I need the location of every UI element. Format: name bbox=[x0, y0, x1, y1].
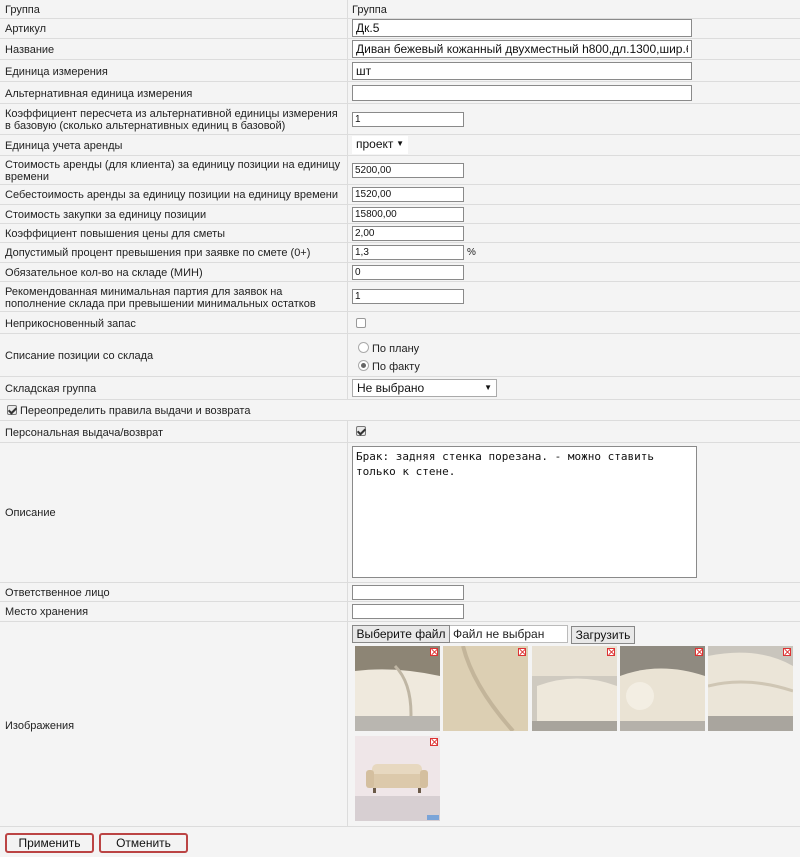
description-textarea[interactable] bbox=[352, 446, 697, 578]
file-picker bbox=[352, 625, 568, 643]
rent-unit-select[interactable] bbox=[352, 136, 408, 154]
conversion-label: Коэффициент пересчета из альтернативной единицы измерения в базовую (сколько альтернативных единиц в базовой) bbox=[5, 108, 338, 132]
footer bbox=[0, 827, 800, 857]
image-thumbnail[interactable] bbox=[708, 646, 793, 731]
no-file-label: Файл не выбран bbox=[453, 627, 545, 641]
row-rent-cost bbox=[0, 185, 800, 205]
sofa-photo bbox=[532, 646, 617, 731]
chevron-down-icon: ▼ bbox=[484, 383, 492, 392]
alt-unit-input[interactable] bbox=[352, 85, 692, 101]
row-alt-unit bbox=[0, 82, 800, 104]
delete-image-icon[interactable] bbox=[607, 648, 615, 656]
row-name bbox=[0, 39, 800, 60]
min-stock-label: Обязательное кол-во на складе (МИН) bbox=[5, 267, 203, 279]
personal-issue-checkbox[interactable] bbox=[356, 426, 366, 436]
image-thumbnail[interactable] bbox=[355, 736, 440, 821]
responsible-label: Ответственное лицо bbox=[5, 587, 110, 599]
row-responsible bbox=[0, 583, 800, 602]
personal-issue-label: Персональная выдача/возврат bbox=[5, 427, 164, 439]
alt-unit-label: Альтернативная единица измерения bbox=[5, 88, 193, 100]
min-stock-input[interactable] bbox=[352, 265, 464, 280]
article-input[interactable] bbox=[352, 19, 692, 37]
row-writeoff bbox=[0, 334, 800, 377]
name-input[interactable] bbox=[352, 40, 692, 58]
name-label: Название bbox=[5, 44, 55, 56]
delete-image-icon[interactable] bbox=[695, 648, 703, 656]
overrun-unit: % bbox=[467, 247, 476, 258]
reserve-checkbox[interactable] bbox=[356, 318, 366, 328]
images-label: Изображения bbox=[5, 720, 75, 732]
rent-cost-label: Себестоимость аренды за единицу позиции на единицу времени bbox=[5, 189, 338, 201]
row-rent-price bbox=[0, 156, 800, 185]
sofa-photo bbox=[443, 646, 528, 731]
row-overrun bbox=[0, 243, 800, 263]
storage-label: Место хранения bbox=[5, 606, 89, 618]
row-description bbox=[0, 443, 800, 583]
purchase-price-input[interactable] bbox=[352, 207, 464, 222]
sofa-photo bbox=[355, 736, 440, 821]
overrun-label: Допустимый процент превышения при заявке по смете (0+) bbox=[5, 247, 311, 259]
image-thumbnail[interactable] bbox=[532, 646, 617, 731]
unit-input[interactable] bbox=[352, 62, 692, 80]
rent-unit-value: проект bbox=[356, 137, 394, 151]
min-batch-input[interactable] bbox=[352, 289, 464, 304]
cancel-button[interactable]: Отменить bbox=[99, 833, 188, 853]
stock-group-label: Складская группа bbox=[5, 383, 97, 395]
row-reserve bbox=[0, 312, 800, 334]
markup-input[interactable] bbox=[352, 226, 464, 241]
delete-image-icon[interactable] bbox=[430, 738, 438, 746]
override-rules-checkbox[interactable] bbox=[7, 405, 17, 415]
row-personal-issue bbox=[0, 421, 800, 443]
rent-price-input[interactable] bbox=[352, 163, 464, 178]
row-unit bbox=[0, 60, 800, 82]
image-thumbnail[interactable] bbox=[620, 646, 705, 731]
sofa-photo bbox=[620, 646, 705, 731]
delete-image-icon[interactable] bbox=[430, 648, 438, 656]
writeoff-fact-label: По факту bbox=[372, 361, 420, 373]
conversion-input[interactable] bbox=[352, 112, 464, 127]
overrun-input[interactable] bbox=[352, 245, 464, 260]
rent-cost-input[interactable] bbox=[352, 187, 464, 202]
row-override-rules bbox=[0, 400, 800, 421]
sofa-photo bbox=[708, 646, 793, 731]
header-value: Группа bbox=[352, 4, 387, 16]
markup-label: Коэффициент повышения цены для сметы bbox=[5, 228, 226, 240]
writeoff-plan-label: По плану bbox=[372, 343, 420, 355]
row-min-stock bbox=[0, 263, 800, 282]
unit-label: Единица измерения bbox=[5, 66, 108, 78]
image-thumbnail[interactable] bbox=[443, 646, 528, 731]
choose-file-button[interactable]: Выберите файл bbox=[352, 625, 450, 643]
responsible-input[interactable] bbox=[352, 585, 464, 600]
upload-button[interactable]: Загрузить bbox=[571, 626, 635, 644]
row-markup bbox=[0, 224, 800, 243]
row-rent-unit bbox=[0, 135, 800, 156]
writeoff-label: Списание позиции со склада bbox=[5, 350, 154, 362]
rent-price-label: Стоимость аренды (для клиента) за единицу позиции на единицу времени bbox=[5, 159, 341, 183]
image-thumbnail[interactable] bbox=[355, 646, 440, 731]
rent-unit-label: Единица учета аренды bbox=[5, 140, 123, 152]
row-min-batch bbox=[0, 282, 800, 312]
stock-group-value: Не выбрано bbox=[357, 381, 425, 395]
header-label: Группа bbox=[5, 4, 40, 16]
purchase-price-label: Стоимость закупки за единицу позиции bbox=[5, 209, 207, 221]
row-images bbox=[0, 622, 800, 827]
writeoff-plan-radio[interactable] bbox=[358, 342, 369, 353]
article-label: Артикул bbox=[5, 23, 47, 35]
storage-input[interactable] bbox=[352, 604, 464, 619]
apply-button[interactable]: Применить bbox=[5, 833, 94, 853]
header-row bbox=[0, 0, 800, 19]
delete-image-icon[interactable] bbox=[783, 648, 791, 656]
row-conversion bbox=[0, 104, 800, 135]
writeoff-fact-radio[interactable] bbox=[358, 360, 369, 371]
row-storage bbox=[0, 602, 800, 622]
row-stock-group bbox=[0, 377, 800, 400]
min-batch-label: Рекомендованная минимальная партия для заявок на пополнение склада при превышении минимальных остатков bbox=[5, 286, 316, 310]
delete-image-icon[interactable] bbox=[518, 648, 526, 656]
stock-group-select[interactable] bbox=[352, 379, 497, 397]
override-rules-label: Переопределить правила выдачи и возврата bbox=[20, 405, 251, 417]
sofa-photo bbox=[355, 646, 440, 731]
chevron-down-icon: ▼ bbox=[396, 139, 404, 148]
row-article bbox=[0, 19, 800, 39]
row-purchase-price bbox=[0, 205, 800, 224]
description-label: Описание bbox=[5, 507, 56, 519]
reserve-label: Неприкосновенный запас bbox=[5, 318, 136, 330]
